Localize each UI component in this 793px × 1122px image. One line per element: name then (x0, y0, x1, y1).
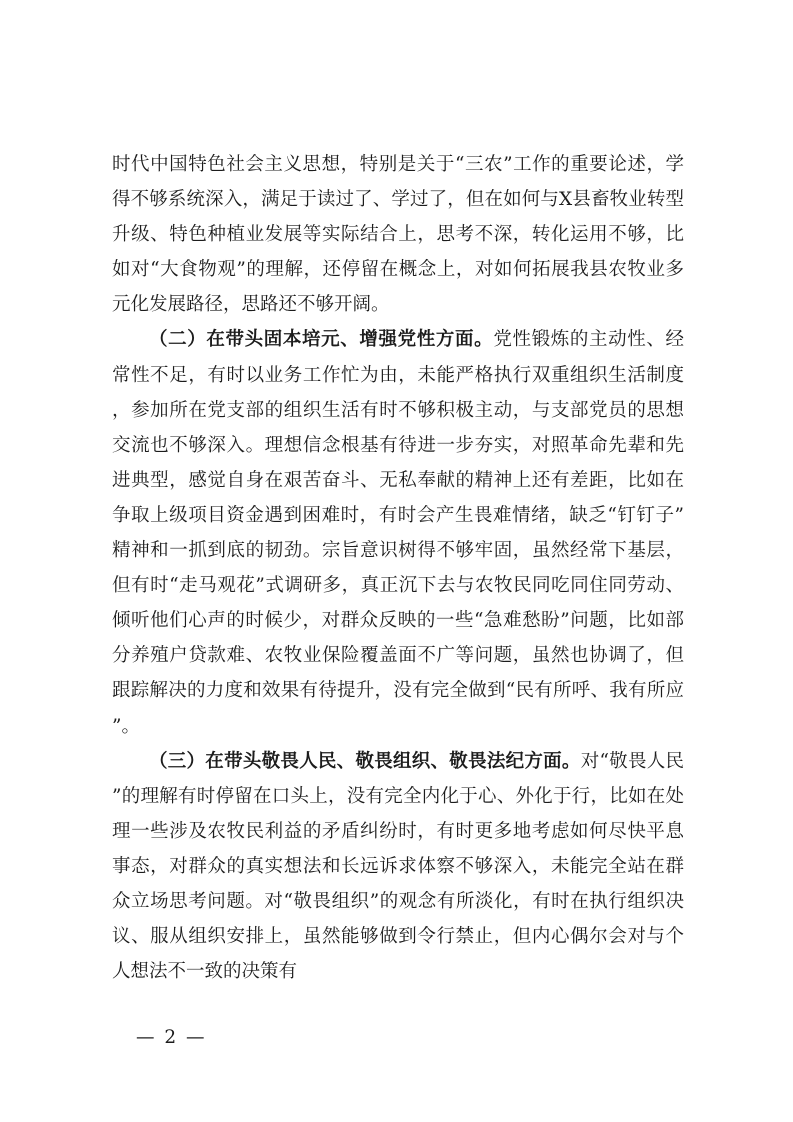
paragraph-continuation (112, 147, 684, 322)
body-text (112, 147, 684, 989)
paragraph-text: 时代中国特色社会主义思想，特别是关于“三农”工作的重要论述，学得不够系统深入，满足于读过了、学过了，但在如何与X县畜牧业转型升级、特色种植业发展等实际结合上，思考不深，转化运用不够，比如对“大食物观”的理解，还停留在概念上，对如何拓展我县农牧业多元化发展路径，思路还不够开阔。 (112, 154, 684, 316)
paragraph-text: 对“敬畏人民”的理解有时停留在口头上，没有完全内化于心、外化于行，比如在处理一些涉及农牧民利益的矛盾纠纷时，有时更多地考虑如何尽快平息事态，对群众的真实想法和长远诉求体察不够深入，未能完全站在群众立场思考问题。对“敬畏组织”的观念有所淡化，有时在执行组织决议、服从组织安排上，虽然能够做到令行禁止，但内心偶尔会对与个人想法不一致的决策有 (112, 750, 684, 983)
paragraph-text: 党性锻炼的主动性、经常性不足，有时以业务工作忙为由，未能严格执行双重组织生活制度，参加所在党支部的组织生活有时不够积极主动，与支部党员的思想交流也不够深入。理想信念根基有待进一步夯实，对照革命先辈和先进典型，感觉自身在艰苦奋斗、无私奉献的精神上还有差距，比如在争取上级项目资金遇到困难时，有时会产生畏难情绪，缺乏“钉钉子”精神和一抓到底的韧劲。宗旨意识树得不够牢固，虽然经常下基层，但有时“走马观花”式调研多，真正沉下去与农牧民同吃同住同劳动、倾听他们心声的时候少，对群众反映的一些“急难愁盼”问题，比如部分养殖户贷款难、农牧业保险覆盖面不广等问题，虽然也协调了，但跟踪解决的力度和效果有待提升，没有完全做到“民有所呼、我有所应”。 (112, 329, 684, 737)
paragraph-section-two (112, 322, 684, 743)
page-number: — 2 — (136, 1027, 207, 1048)
paragraph-section-three (112, 744, 684, 990)
section-two-heading: （二）在带头固本培元、增强党性方面。 (149, 329, 494, 351)
section-three-heading: （三）在带头敬畏人民、敬畏组织、敬畏法纪方面。 (149, 750, 581, 772)
